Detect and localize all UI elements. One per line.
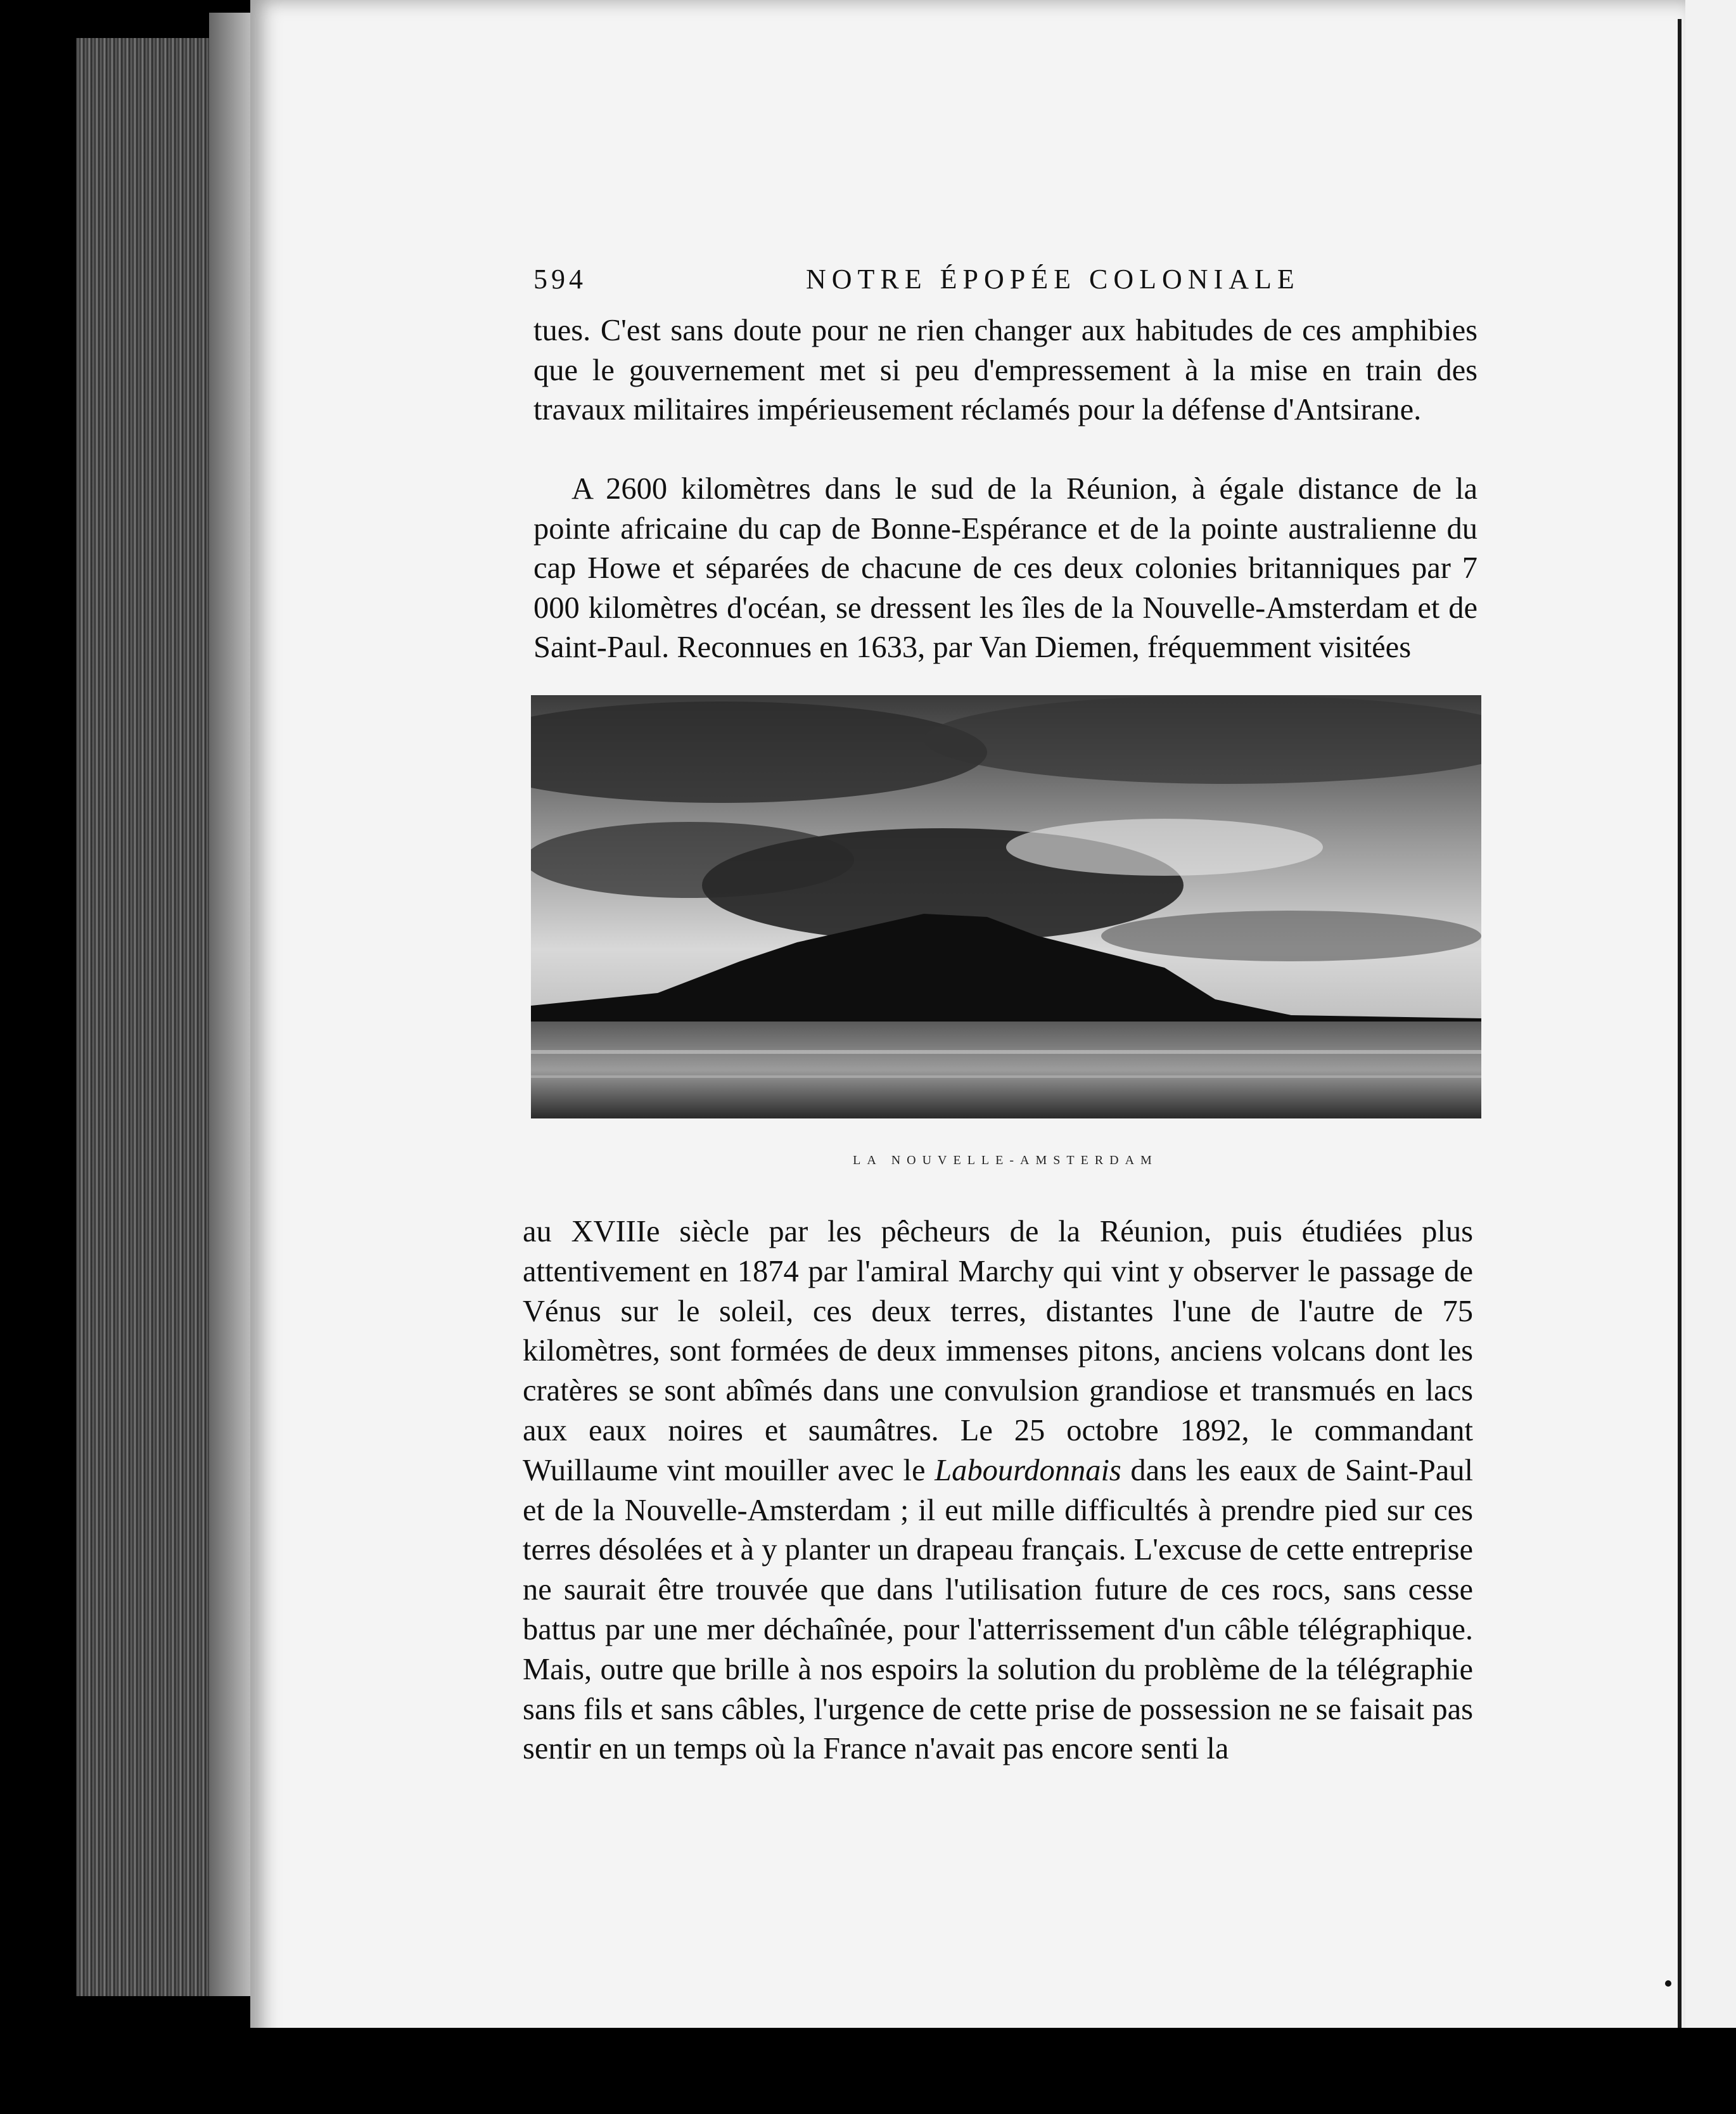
paragraph-3-text-b: dans les eaux de Saint-Paul et de la Nouvelle-Amsterdam ; il eut mille difficultés à prendre pied sur ces terres désolées et à y planter un drapeau français. L'excuse de cette entreprise ne saurait être trouvée que dans l'utilisation future de ces rocs, sans cesse battus par une mer déchaînée, pour l'atterrissement d'un câble télégraphique. Mais, outre que brille à nos espoirs la solution du problème de la télégraphie sans fils et sans câbles, l'urgence de cette prise de possession ne se faisait pas sentir en un temps où la France n'avait pas encore senti la bbox=[523, 1453, 1473, 1766]
scan-bottom-band bbox=[0, 2028, 1736, 2114]
island-photograph-image bbox=[531, 695, 1481, 1118]
paragraph-2: A 2600 kilomètres dans le sud de la Réunion, à égale distance de la pointe africaine du cap de Bonne-Espérance et de la pointe australienne du cap Howe et séparées de chacune de ces deux colonies britanniques par 7 000 kilomètres d'océan, se dressent les îles de la Nouvelle-Amsterdam et de Saint-Paul. Reconnues en 1633, par Van Diemen, fréquemment visitées bbox=[533, 472, 1478, 664]
illustration-caption: LA NOUVELLE-AMSTERDAM bbox=[853, 1153, 1158, 1167]
island-photograph bbox=[531, 695, 1481, 1118]
right-page-edge bbox=[1678, 19, 1682, 2047]
page-number: 594 bbox=[533, 264, 587, 295]
page-speck bbox=[1665, 1980, 1671, 1987]
paragraph-3 bbox=[523, 1212, 1473, 1769]
paragraph-3-text-a: au XVIIIe siècle par les pêcheurs de la Réunion, puis étudiées plus attentivement en 1874 par l'amiral Marchy qui vint y observer le passage de Vénus sur le soleil, ces deux terres, distantes l'une de l'autre de 75 kilomètres, sont formées de deux immenses pitons, anciens volcans dont les cratères se sont abîmés dans une convulsion grandiose et transmués en lacs aux eaux noires et saumâtres. Le 25 octobre 1892, le commandant Wuillaume vint mouiller avec le bbox=[523, 1215, 1473, 1487]
paragraph-1: tues. C'est sans doute pour ne rien changer aux habitudes de ces amphibies que le gouvernement met si peu d'empressement à la mise en train des travaux militaires impérieusement réclamés pour la défense d'Antsirane. bbox=[533, 314, 1478, 426]
right-page-strip bbox=[1685, 0, 1736, 2114]
ship-name: Labourdonnais bbox=[935, 1453, 1121, 1487]
running-head: NOTRE ÉPOPÉE COLONIALE bbox=[806, 264, 1300, 295]
page-header bbox=[533, 263, 1478, 301]
